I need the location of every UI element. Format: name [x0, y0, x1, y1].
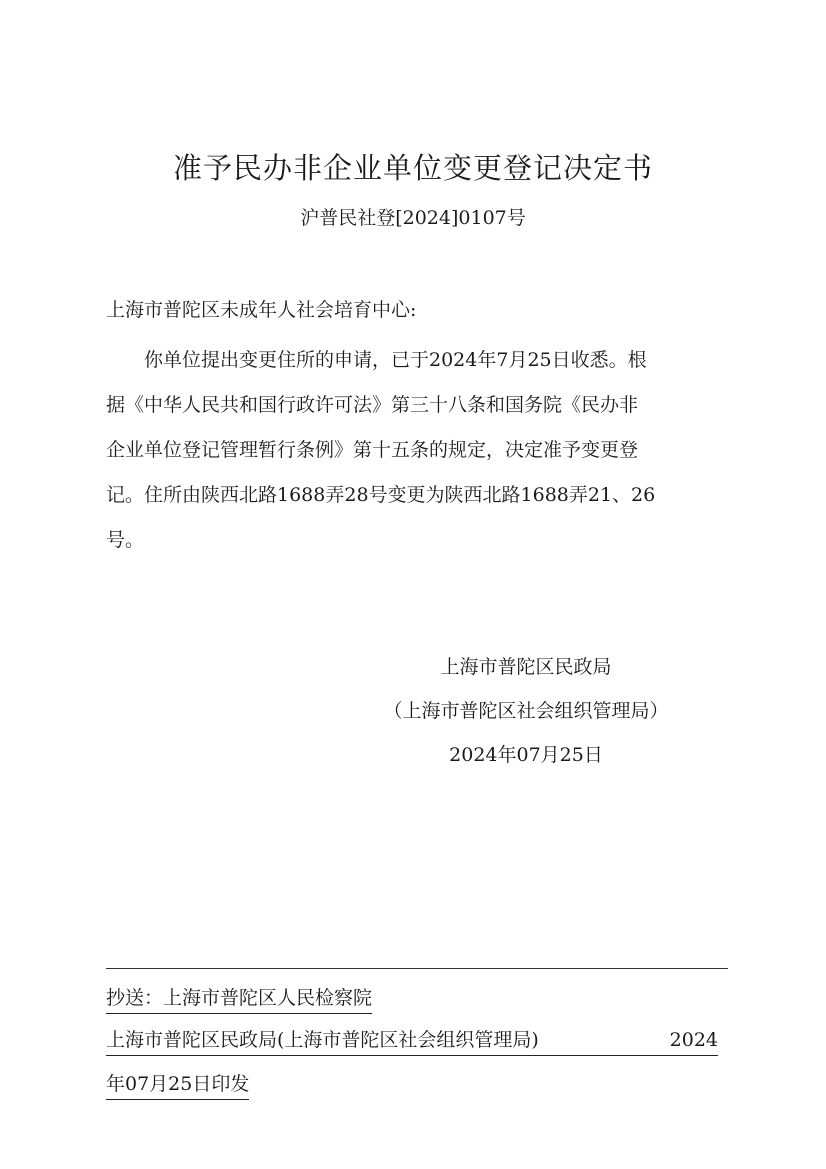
- body-line: 你单位提出变更住所的申请，已于2024年7月25日收悉。根: [144, 349, 647, 371]
- issue-year: 2024: [669, 1029, 718, 1051]
- cc-recipients: 抄送：上海市普陀区人民检察院: [106, 983, 372, 1014]
- issuer-name: 上海市普陀区民政局(上海市普陀区社会组织管理局): [106, 1029, 539, 1051]
- signing-organization: 上海市普陀区民政局: [440, 656, 612, 678]
- body-line: 号。: [106, 529, 145, 551]
- body-line: 记。住所由陕西北路1688弄28号变更为陕西北路1688弄21、26: [106, 484, 656, 506]
- footer-divider: [106, 968, 728, 969]
- document-body: [106, 338, 726, 563]
- signing-organization-alias: （上海市普陀区社会组织管理局）: [383, 700, 669, 722]
- issue-date: 年07月25日印发: [106, 1069, 249, 1100]
- document-number: 沪普民社登[2024]0107号: [300, 207, 526, 229]
- body-line: 据《中华人民共和国行政许可法》第三十八条和国务院《民办非: [106, 394, 639, 416]
- signing-date: 2024年07月25日: [449, 744, 603, 766]
- document-title: 准予民办非企业单位变更登记决定书: [172, 151, 653, 185]
- signature-block: [356, 645, 696, 777]
- recipient: 上海市普陀区未成年人社会培育中心:: [106, 299, 417, 321]
- issuer-line: [106, 1025, 718, 1056]
- body-line: 企业单位登记管理暂行条例》第十五条的规定，决定准予变更登: [106, 439, 639, 461]
